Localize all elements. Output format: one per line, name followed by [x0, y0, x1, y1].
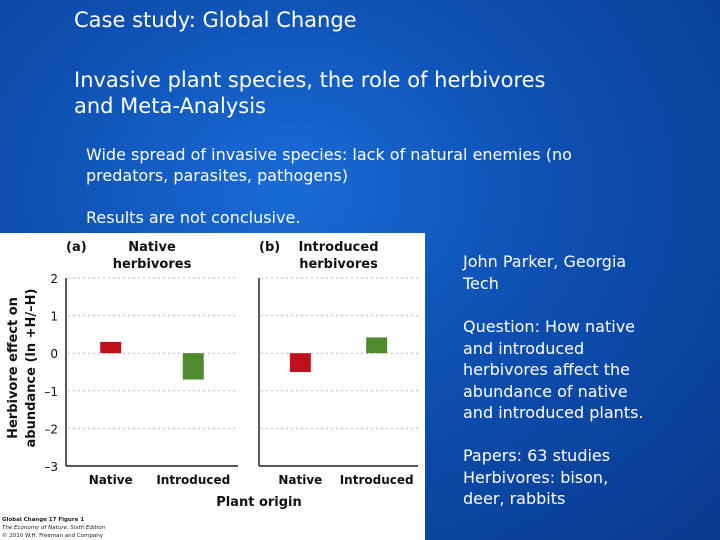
panel-label: (b) — [259, 240, 281, 255]
caption-line1: Global Change 17 Figure 1 — [2, 517, 85, 523]
herbivores-line1: Herbivores: bison, — [463, 468, 609, 487]
slide-title: Case study: Global Change — [74, 8, 357, 32]
x-tick-label: Native — [278, 473, 323, 487]
panel-title-line1: Introduced — [298, 240, 379, 255]
question-line2: and introduced — [463, 339, 585, 358]
y-tick-label: –1 — [44, 384, 58, 399]
bar-introduced — [183, 353, 204, 379]
papers-line: Papers: 63 studies — [463, 446, 611, 465]
question-line3: herbivores affect the — [463, 360, 630, 379]
caption-line2: The Economy of Nature, Sixth Edition — [2, 525, 106, 531]
panel-label: (a) — [66, 240, 87, 255]
question-line4: abundance of native — [463, 382, 628, 401]
bar-introduced — [366, 337, 387, 353]
y-tick-label: 0 — [50, 347, 58, 362]
panel-title-line1: Native — [128, 240, 176, 255]
question-line5: and introduced plants. — [463, 403, 644, 422]
para-results: Results are not conclusive. — [86, 208, 301, 227]
x-axis-title: Plant origin — [216, 495, 302, 510]
author-line2: Tech — [463, 274, 499, 293]
y-tick-label: 2 — [50, 272, 58, 286]
bar-chart — [0, 233, 425, 540]
panel-title-line2: herbivores — [112, 257, 192, 272]
y-axis-title-line2: abundance (ln +H/–H) — [24, 288, 39, 448]
caption-line3: © 2010 W.H. Freeman and Company — [2, 533, 103, 539]
y-axis-title-line1: Herbivore effect on — [6, 297, 21, 439]
slide-subtitle-line1: Invasive plant species, the role of herbivores — [74, 68, 546, 92]
figure-panel — [0, 233, 425, 540]
bar-native — [290, 353, 311, 372]
question-line1: Question: How native — [463, 317, 636, 336]
x-tick-label: Introduced — [339, 473, 414, 487]
slide-subtitle-line2: and Meta-Analysis — [74, 94, 266, 118]
bar-native — [100, 342, 121, 353]
author-line1: John Parker, Georgia — [463, 252, 627, 271]
y-tick-label: 1 — [50, 309, 58, 324]
x-tick-label: Introduced — [156, 473, 231, 487]
y-tick-label: –2 — [44, 422, 58, 437]
x-tick-label: Native — [88, 473, 133, 487]
y-tick-label: –3 — [44, 460, 58, 474]
panel-title-line2: herbivores — [299, 257, 378, 272]
para-invasive-line1: Wide spread of invasive species: lack of natural enemies (no — [86, 145, 572, 164]
para-invasive-line2: predators, parasites, pathogens) — [86, 166, 348, 185]
herbivores-line2: deer, rabbits — [463, 489, 566, 508]
